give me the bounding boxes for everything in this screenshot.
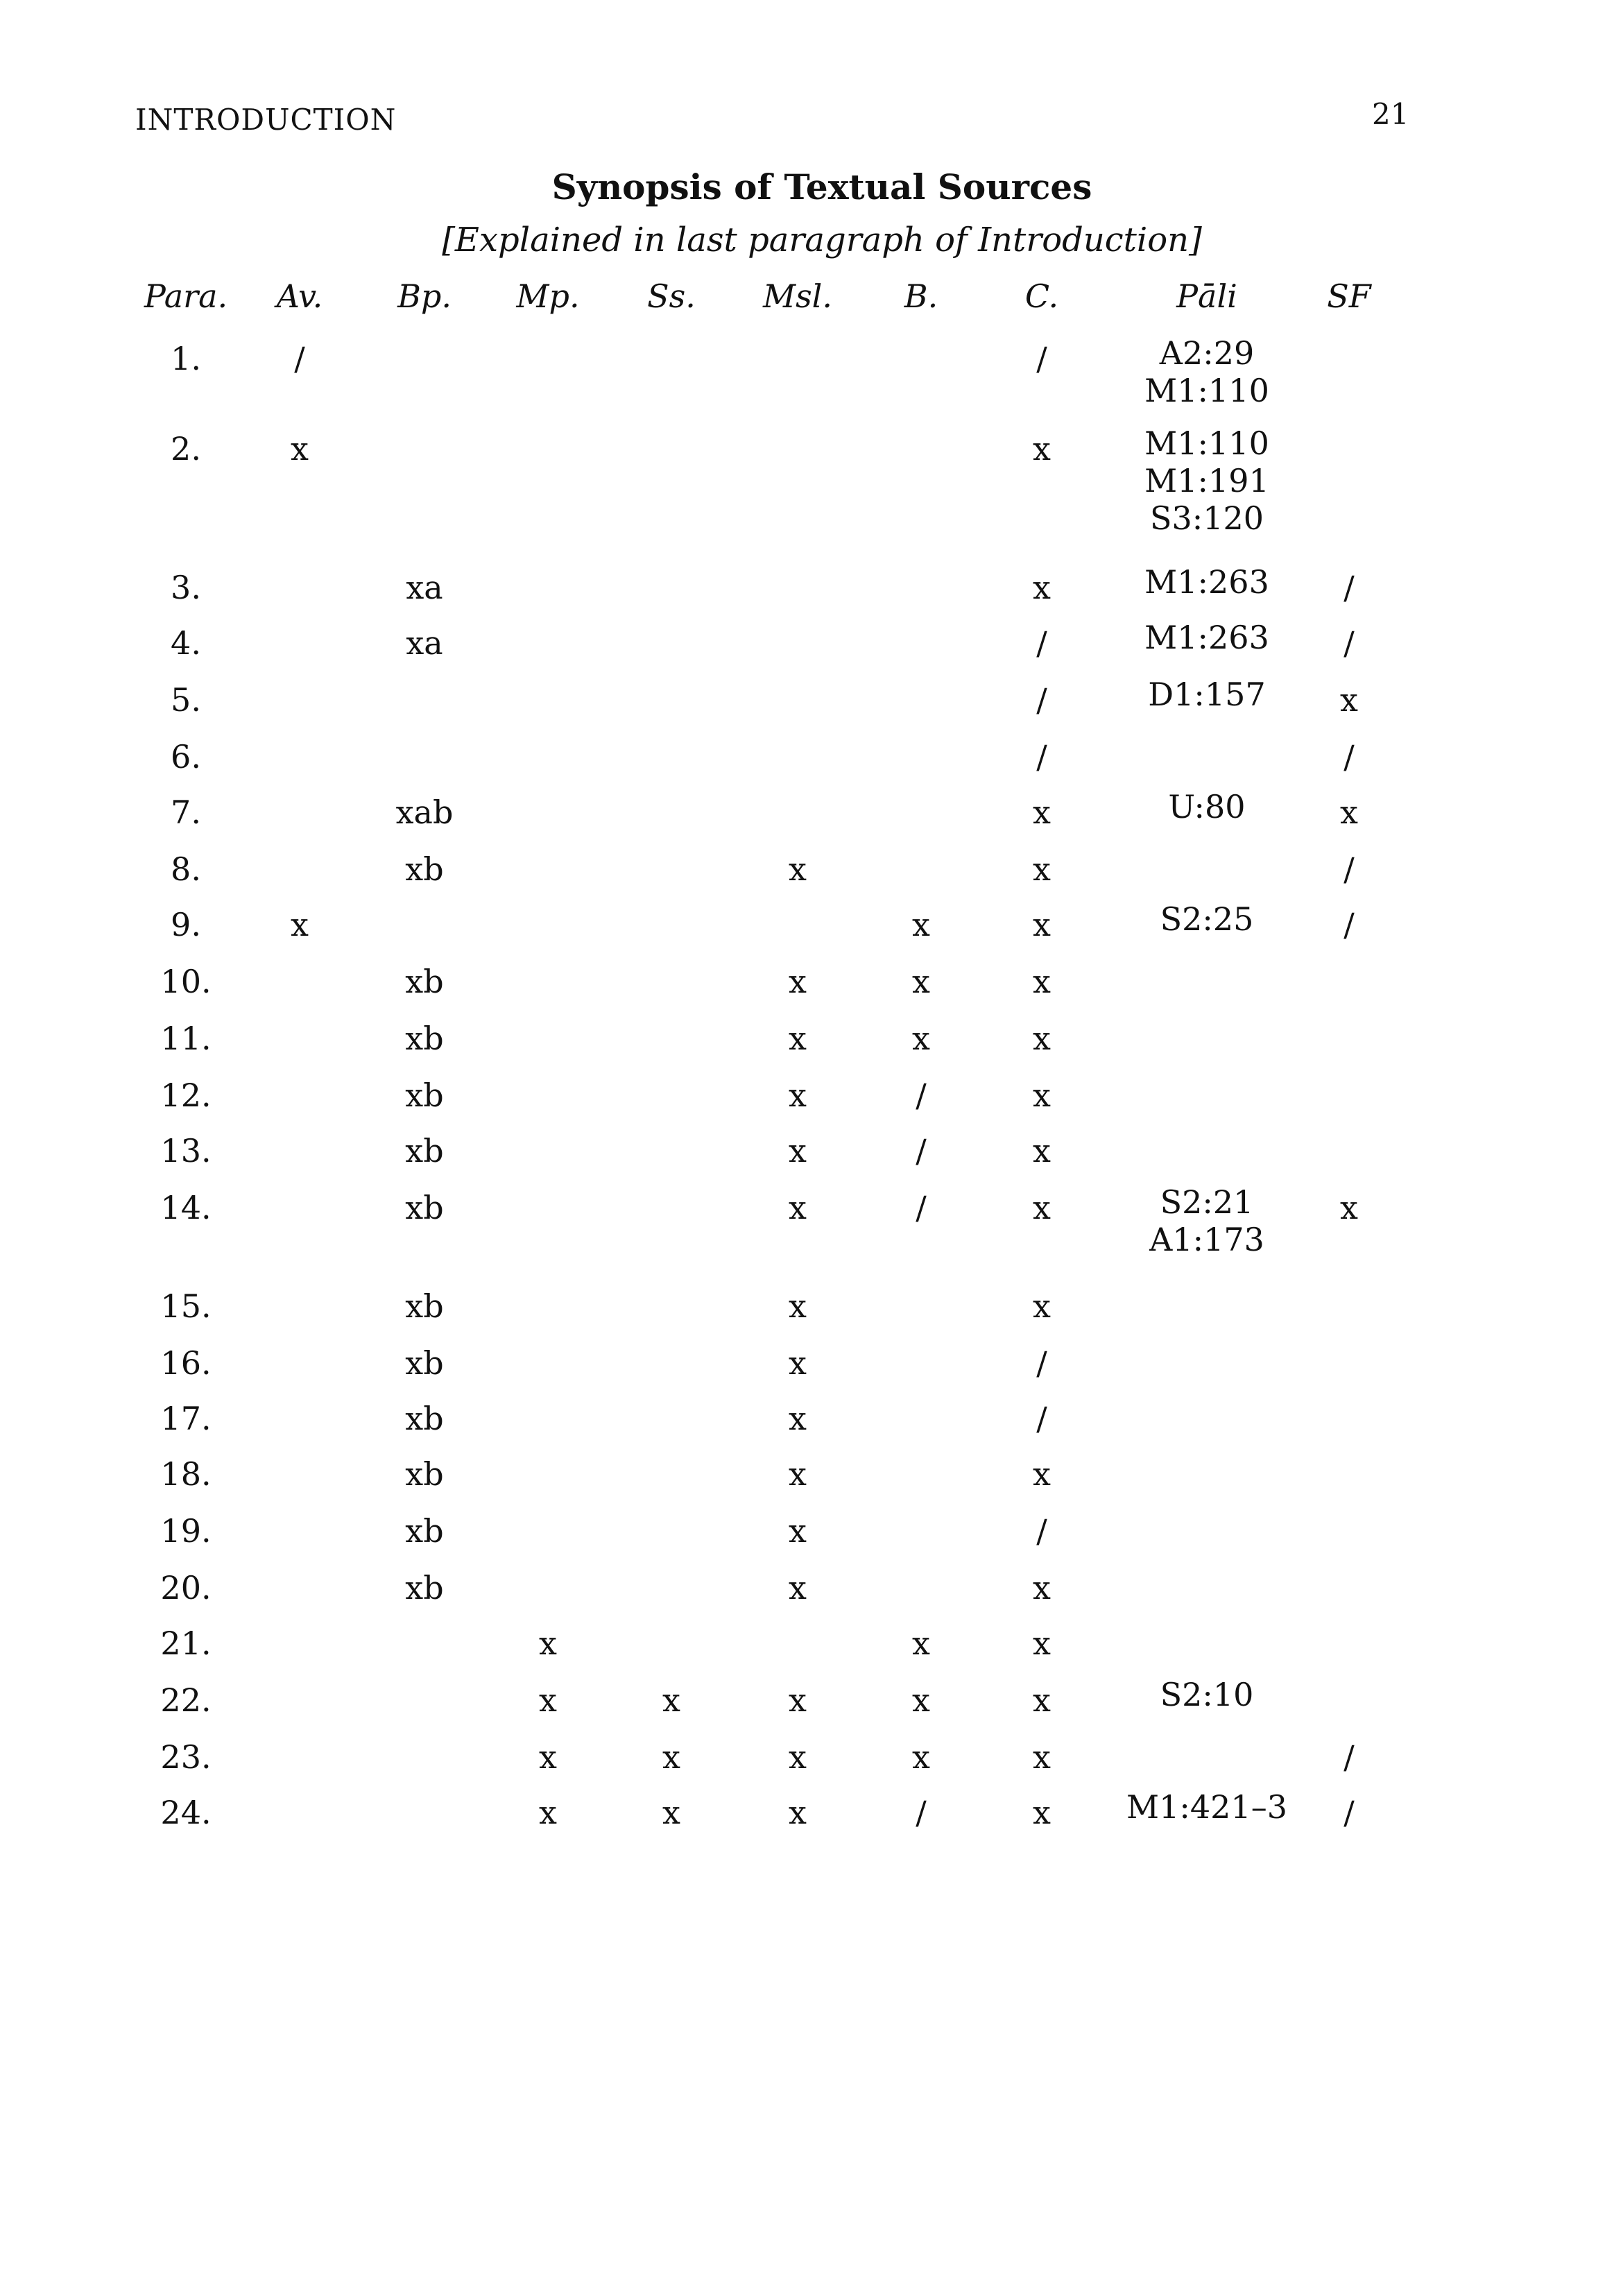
cell-bp: xb xyxy=(405,1189,444,1226)
cell-msl: x xyxy=(789,1132,807,1170)
cell-c: x xyxy=(1033,1794,1051,1831)
cell-para: 16. xyxy=(160,1344,212,1382)
cell-para: 4. xyxy=(171,624,201,662)
cell-c: / xyxy=(1036,624,1047,662)
column-header-av: Av. xyxy=(276,277,323,315)
running-head: INTRODUCTION xyxy=(135,103,397,137)
pali-reference: M1:191 xyxy=(1144,462,1269,499)
cell-ss: x xyxy=(662,1681,680,1719)
page-number: 21 xyxy=(1372,97,1409,131)
cell-c: x xyxy=(1033,1287,1051,1325)
cell-bp: xb xyxy=(405,1020,444,1057)
cell-sf: / xyxy=(1343,850,1355,888)
cell-para: 6. xyxy=(171,738,201,776)
column-header-c: C. xyxy=(1024,277,1059,315)
pali-reference: M1:421–3 xyxy=(1126,1788,1287,1826)
cell-c: x xyxy=(1033,1020,1051,1057)
cell-pali xyxy=(1160,1676,1254,1713)
cell-sf: x xyxy=(1340,794,1358,831)
cell-pali xyxy=(1144,619,1269,656)
pali-reference: M1:110 xyxy=(1144,372,1269,409)
cell-av: / xyxy=(294,340,305,377)
column-header-msl: Msl. xyxy=(762,277,833,315)
cell-c: x xyxy=(1033,850,1051,888)
cell-b: x xyxy=(912,963,930,1000)
cell-para: 2. xyxy=(171,430,201,468)
cell-para: 3. xyxy=(171,569,201,606)
cell-para: 10. xyxy=(160,963,212,1000)
cell-mp: x xyxy=(539,1625,557,1662)
cell-c: x xyxy=(1033,1132,1051,1170)
cell-msl: x xyxy=(789,1512,807,1550)
cell-bp: xab xyxy=(395,794,454,831)
pali-reference: M1:263 xyxy=(1144,563,1269,601)
cell-c: x xyxy=(1033,1077,1051,1114)
cell-c: / xyxy=(1036,1512,1047,1550)
cell-msl: x xyxy=(789,850,807,888)
column-header-mp: Mp. xyxy=(516,277,580,315)
cell-sf: / xyxy=(1343,906,1355,943)
cell-para: 21. xyxy=(160,1625,212,1662)
cell-c: x xyxy=(1033,1569,1051,1607)
column-header-para: Para. xyxy=(144,277,228,315)
cell-c: x xyxy=(1033,1455,1051,1493)
cell-msl: x xyxy=(789,963,807,1000)
pali-reference: S3:120 xyxy=(1149,499,1264,537)
cell-bp: xb xyxy=(405,1455,444,1493)
cell-msl: x xyxy=(789,1020,807,1057)
pali-reference: S2:10 xyxy=(1160,1676,1254,1713)
cell-mp: x xyxy=(539,1681,557,1719)
cell-para: 5. xyxy=(171,681,201,719)
cell-para: 11. xyxy=(160,1020,212,1057)
cell-para: 15. xyxy=(160,1287,212,1325)
cell-sf: / xyxy=(1343,624,1355,662)
column-header-ss: Ss. xyxy=(647,277,696,315)
cell-para: 8. xyxy=(171,850,201,888)
cell-mp: x xyxy=(539,1738,557,1776)
cell-b: x xyxy=(912,1681,930,1719)
pali-reference: M1:263 xyxy=(1144,619,1269,656)
cell-para: 17. xyxy=(160,1400,212,1437)
cell-b: / xyxy=(916,1077,927,1114)
cell-para: 9. xyxy=(171,906,201,943)
cell-bp: xb xyxy=(405,1077,444,1114)
cell-b: x xyxy=(912,1625,930,1662)
cell-msl: x xyxy=(789,1455,807,1493)
column-header-b: B. xyxy=(904,277,938,315)
cell-sf: x xyxy=(1340,1189,1358,1226)
cell-msl: x xyxy=(789,1738,807,1776)
cell-para: 1. xyxy=(171,340,201,377)
cell-bp: xa xyxy=(406,569,443,606)
cell-para: 12. xyxy=(160,1077,212,1114)
pali-reference: M1:110 xyxy=(1144,425,1269,462)
column-header-bp: Bp. xyxy=(397,277,452,315)
cell-pali xyxy=(1168,788,1245,825)
cell-msl: x xyxy=(789,1077,807,1114)
cell-pali xyxy=(1149,1183,1264,1258)
pali-reference: U:80 xyxy=(1168,788,1246,825)
table-subtitle: [Explained in last paragraph of Introduction] xyxy=(442,221,1202,259)
cell-c: x xyxy=(1033,569,1051,606)
column-header-sf: SF xyxy=(1327,277,1371,315)
cell-c: x xyxy=(1033,1189,1051,1226)
cell-bp: xb xyxy=(405,963,444,1000)
cell-pali xyxy=(1144,425,1269,537)
cell-c: x xyxy=(1033,1681,1051,1719)
cell-msl: x xyxy=(789,1189,807,1226)
cell-c: x xyxy=(1033,794,1051,831)
cell-bp: xb xyxy=(405,1569,444,1607)
cell-para: 18. xyxy=(160,1455,212,1493)
cell-c: x xyxy=(1033,430,1051,468)
column-header-pali: Pāli xyxy=(1176,277,1237,315)
cell-para: 13. xyxy=(160,1132,212,1170)
cell-c: / xyxy=(1036,1400,1047,1437)
cell-bp: xb xyxy=(405,1400,444,1437)
cell-sf: x xyxy=(1340,681,1358,719)
cell-para: 14. xyxy=(160,1189,212,1226)
cell-ss: x xyxy=(662,1738,680,1776)
cell-pali xyxy=(1148,676,1265,713)
pali-reference: A2:29 xyxy=(1159,334,1255,372)
cell-pali xyxy=(1144,563,1269,601)
cell-para: 7. xyxy=(171,794,201,831)
cell-c: / xyxy=(1036,340,1047,377)
cell-pali xyxy=(1144,334,1269,409)
cell-msl: x xyxy=(789,1344,807,1382)
pali-reference: A1:173 xyxy=(1149,1221,1264,1258)
cell-av: x xyxy=(291,906,309,943)
cell-bp: xb xyxy=(405,1287,444,1325)
cell-c: x xyxy=(1033,906,1051,943)
cell-bp: xb xyxy=(405,1132,444,1170)
cell-pali xyxy=(1126,1788,1287,1826)
cell-c: / xyxy=(1036,681,1047,719)
cell-para: 20. xyxy=(160,1569,212,1607)
cell-msl: x xyxy=(789,1400,807,1437)
pali-reference: D1:157 xyxy=(1148,676,1266,713)
cell-b: / xyxy=(916,1132,927,1170)
cell-b: x xyxy=(912,1738,930,1776)
table-title: Synopsis of Textual Sources xyxy=(551,166,1092,207)
cell-bp: xa xyxy=(406,624,443,662)
cell-msl: x xyxy=(789,1569,807,1607)
cell-ss: x xyxy=(662,1794,680,1831)
cell-sf: / xyxy=(1343,1794,1355,1831)
cell-msl: x xyxy=(789,1681,807,1719)
cell-para: 19. xyxy=(160,1512,212,1550)
cell-c: / xyxy=(1036,738,1047,776)
cell-av: x xyxy=(291,430,309,468)
cell-para: 24. xyxy=(160,1794,212,1831)
cell-pali xyxy=(1160,900,1254,938)
cell-mp: x xyxy=(539,1794,557,1831)
cell-bp: xb xyxy=(405,850,444,888)
pali-reference: S2:25 xyxy=(1160,900,1254,938)
cell-msl: x xyxy=(789,1287,807,1325)
cell-c: x xyxy=(1033,963,1051,1000)
cell-b: x xyxy=(912,1020,930,1057)
cell-bp: xb xyxy=(405,1512,444,1550)
cell-sf: / xyxy=(1343,569,1355,606)
cell-sf: / xyxy=(1343,738,1355,776)
cell-para: 22. xyxy=(160,1681,212,1719)
cell-c: x xyxy=(1033,1738,1051,1776)
cell-b: / xyxy=(916,1189,927,1226)
cell-c: x xyxy=(1033,1625,1051,1662)
cell-b: x xyxy=(912,906,930,943)
cell-bp: xb xyxy=(405,1344,444,1382)
cell-para: 23. xyxy=(160,1738,212,1776)
cell-sf: / xyxy=(1343,1738,1355,1776)
pali-reference: S2:21 xyxy=(1160,1183,1254,1221)
cell-c: / xyxy=(1036,1344,1047,1382)
cell-msl: x xyxy=(789,1794,807,1831)
cell-b: / xyxy=(916,1794,927,1831)
